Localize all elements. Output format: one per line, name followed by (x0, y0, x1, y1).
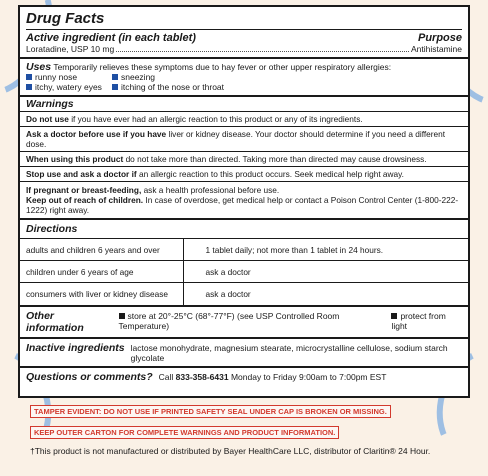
directions-who: adults and children 6 years and over (20, 239, 183, 261)
bullet-icon (26, 84, 32, 90)
list-item: runny nose (26, 72, 112, 82)
warning-keep-out-of-reach: Keep out of reach of children. In case of overdose, get medical help or contact a Poison Control Center (1-800-222-1222) right away. (26, 195, 459, 215)
directions-table (20, 238, 468, 305)
warning-ask-doctor: Ask a doctor before use if you have liver or kidney disease. Your doctor should determine if you need a different dose. (20, 127, 468, 152)
directions-dose: ask a doctor (183, 283, 468, 305)
list-item: itchy, watery eyes (26, 82, 112, 92)
phone-number: 833-358-6431 (175, 371, 229, 382)
keep-carton-notice: KEEP OUTER CARTON FOR COMPLETE WARNINGS AND PRODUCT INFORMATION. (30, 426, 339, 439)
footnote: †This product is not manufactured or distributed by Bayer HealthCare LLC, distributor of Claritin® 24 Hour. (30, 446, 431, 456)
drug-facts-panel (18, 5, 470, 398)
tamper-evident-notice: TAMPER EVIDENT: DO NOT USE IF PRINTED SAFETY SEAL UNDER CAP IS BROKEN OR MISSING. (30, 405, 391, 418)
warning-pregnant-and-children (20, 182, 468, 218)
directions-dose: 1 tablet daily; not more than 1 tablet in 24 hours. (183, 239, 468, 261)
directions-section (20, 220, 468, 307)
table-row (20, 261, 468, 283)
other-information-heading: Other information (26, 309, 84, 334)
other-information-section (20, 307, 468, 339)
warning-when-using: When using this product do not take more than directed. Taking more than directed may cause drowsiness. (20, 152, 468, 167)
directions-dose: ask a doctor (183, 261, 468, 283)
uses-section (20, 59, 468, 97)
inactive-ingredients-section (20, 339, 468, 368)
uses-heading: Uses (26, 61, 52, 73)
warning-stop-use: Stop use and ask a doctor if an allergic reaction to this product occurs. Seek medical help right away. (20, 167, 468, 182)
directions-who: consumers with liver or kidney disease (20, 283, 183, 305)
bullet-icon (112, 84, 118, 90)
purpose-heading: Purpose (417, 32, 462, 44)
active-ingredient-qualifier: (in each tablet) (118, 32, 196, 44)
active-ingredient-heading-row (26, 32, 462, 44)
directions-heading: Directions (26, 223, 78, 235)
warnings-section (20, 97, 468, 220)
purpose-value: Antihistamine (410, 44, 462, 54)
table-row (20, 239, 468, 261)
drug-facts-title: Drug Facts (26, 9, 462, 30)
questions-section (20, 368, 468, 386)
bullet-icon (119, 313, 125, 319)
dotted-leader (116, 51, 409, 52)
questions-heading: Questions or comments? (26, 370, 153, 383)
bullet-icon (112, 74, 118, 80)
list-item: itching of the nose or throat (112, 82, 462, 92)
other-information-light: protect from light (391, 310, 446, 331)
table-row (20, 283, 468, 305)
inactive-ingredients-heading: Inactive ingredients (26, 341, 125, 354)
active-ingredient-row (26, 44, 462, 54)
call-hours: Monday to Friday 9:00am to 7:00pm EST (230, 371, 387, 382)
warning-do-not-use: Do not use if you have ever had an allergic reaction to this product or any of its ingredients. (20, 112, 468, 127)
active-ingredient-value: Loratadine, USP 10 mg (26, 44, 115, 54)
warning-pregnant: If pregnant or breast-feeding, ask a health professional before use. (26, 185, 280, 195)
inactive-ingredients-text: lactose monohydrate, magnesium stearate, microcrystalline cellulose, sodium starch glycolate (130, 342, 448, 363)
bullet-icon (26, 74, 32, 80)
other-information-storage: store at 20°-25°C (68°-77°F) (see USP Controlled Room Temperature) (118, 310, 340, 331)
active-ingredient-heading: Active ingredient (26, 32, 116, 44)
uses-text: Temporarily relieves these symptoms due to hay fever or other upper respiratory allergies: (53, 62, 392, 72)
directions-who: children under 6 years of age (20, 261, 183, 283)
bullet-icon (391, 313, 397, 319)
drug-facts-header (20, 7, 468, 59)
list-item: sneezing (112, 72, 462, 82)
uses-list (26, 72, 462, 92)
warnings-heading: Warnings (20, 97, 468, 112)
call-label: Call (158, 371, 174, 382)
